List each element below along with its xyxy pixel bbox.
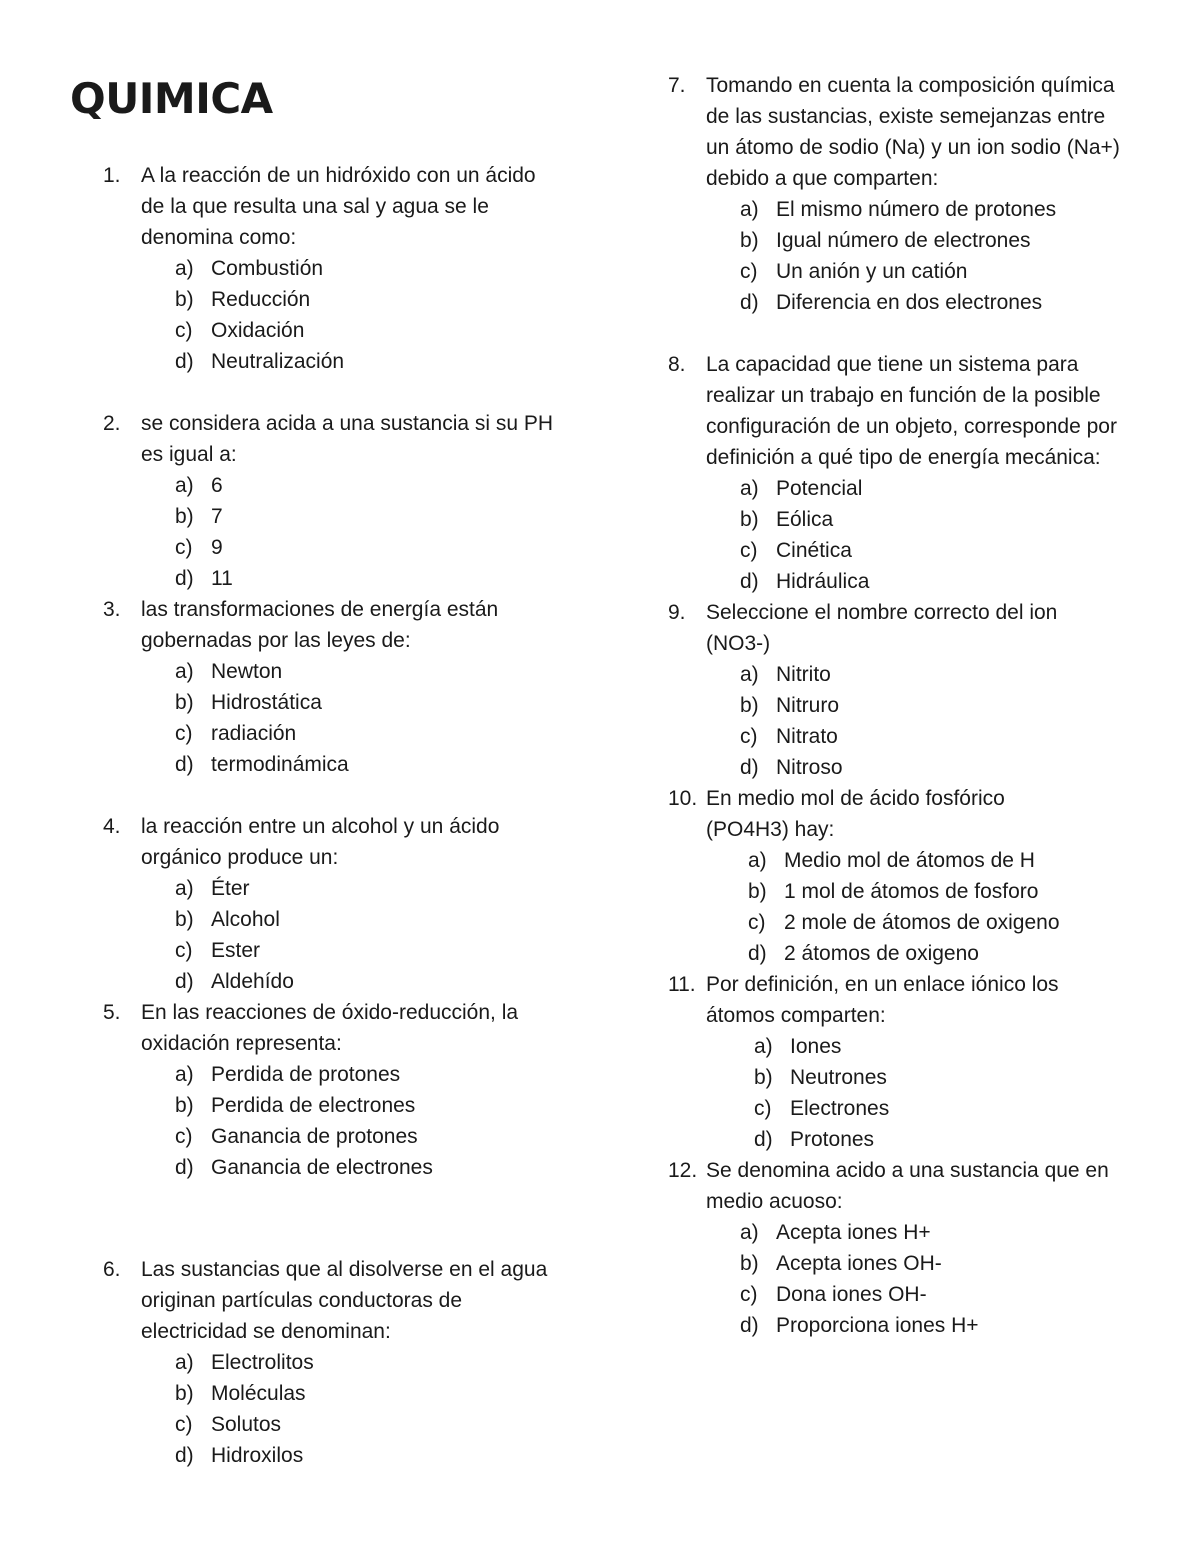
option-letter: c): [175, 319, 193, 342]
option: [141, 1059, 573, 1090]
option-text: 9: [211, 536, 223, 559]
question-number: 4.: [103, 815, 121, 838]
option: [141, 966, 573, 997]
question-text: A la reacción de un hidróxido con un ácido de la que resulta una sal y agua se le denomina como:: [141, 164, 536, 249]
option-letter: d): [740, 756, 759, 779]
right-column: [668, 70, 1138, 1341]
option-list: [141, 1347, 573, 1471]
option-letter: b): [740, 1252, 759, 1275]
option-text: 6: [211, 474, 223, 497]
option: [706, 1031, 1138, 1062]
option-text: Perdida de protones: [211, 1063, 401, 1086]
question-number: 12.: [668, 1159, 698, 1182]
option-list: [706, 845, 1138, 969]
option: [706, 1310, 1138, 1341]
option: [706, 1124, 1138, 1155]
question-number: 6.: [103, 1258, 121, 1281]
question-text: se considera acida a una sustancia si su PH es igual a:: [141, 412, 554, 466]
option: [141, 470, 573, 501]
option-letter: c): [740, 1283, 758, 1306]
option-text: Nitruro: [776, 694, 840, 717]
option-letter: d): [748, 942, 767, 965]
option-letter: b): [175, 505, 194, 528]
question-8: [668, 349, 1138, 597]
option-letter: a): [175, 1063, 194, 1086]
option: [706, 938, 1138, 969]
option-letter: a): [175, 877, 194, 900]
option-list: [706, 1031, 1138, 1155]
option: [141, 501, 573, 532]
option-text: Diferencia en dos electrones: [776, 291, 1043, 314]
option-letter: b): [754, 1066, 773, 1089]
option-text: Reducción: [211, 288, 311, 311]
option: [706, 504, 1138, 535]
option-text: Nitrito: [776, 663, 831, 686]
option-letter: b): [175, 908, 194, 931]
question-10: [668, 783, 1138, 969]
option-letter: c): [740, 725, 758, 748]
option: [706, 845, 1138, 876]
option: [141, 1121, 573, 1152]
option: [141, 1347, 573, 1378]
option-letter: b): [175, 1094, 194, 1117]
option-text: Ester: [211, 939, 261, 962]
option-letter: c): [740, 260, 758, 283]
option: [141, 1152, 573, 1183]
option-letter: c): [175, 536, 193, 559]
option-letter: b): [175, 691, 194, 714]
option-text: Neutrones: [790, 1066, 887, 1089]
question-text: En medio mol de ácido fosfórico (PO4H3) hay:: [706, 787, 1005, 841]
option: [706, 194, 1138, 225]
option: [141, 284, 573, 315]
question-number: 2.: [103, 412, 121, 435]
question-5: [103, 997, 573, 1183]
option-list: [141, 873, 573, 997]
option-text: Solutos: [211, 1413, 282, 1436]
option: [141, 532, 573, 563]
option-list: [141, 470, 573, 594]
option-text: Alcohol: [211, 908, 280, 931]
option: [706, 690, 1138, 721]
option-text: Un anión y un catión: [776, 260, 968, 283]
option-text: Potencial: [776, 477, 863, 500]
option: [141, 749, 573, 780]
option: [141, 904, 573, 935]
question-9: [668, 597, 1138, 783]
option: [141, 1378, 573, 1409]
option-letter: c): [175, 1125, 193, 1148]
option-letter: d): [175, 970, 194, 993]
option-list: [141, 253, 573, 377]
option-letter: a): [175, 257, 194, 280]
option-text: 7: [211, 505, 223, 528]
option-text: Igual número de electrones: [776, 229, 1031, 252]
option: [706, 287, 1138, 318]
option-letter: a): [748, 849, 767, 872]
option: [706, 1248, 1138, 1279]
option-letter: b): [175, 288, 194, 311]
option-list: [706, 194, 1138, 318]
option-list: [141, 1059, 573, 1183]
option-text: Hidráulica: [776, 570, 870, 593]
question-number: 7.: [668, 74, 686, 97]
option-letter: a): [754, 1035, 773, 1058]
option-letter: d): [175, 753, 194, 776]
option-text: 1 mol de átomos de fosforo: [784, 880, 1039, 903]
option-text: Neutralización: [211, 350, 345, 373]
option-text: 2 átomos de oxigeno: [784, 942, 979, 965]
question-text: En las reacciones de óxido-reducción, la oxidación representa:: [141, 1001, 519, 1055]
question-text: La capacidad que tiene un sistema para realizar un trabajo en función de la posible configuración de un objeto, corresponde por definición a qué tipo de energía mecánica:: [706, 353, 1117, 469]
option-text: 11: [211, 567, 233, 590]
option: [141, 1090, 573, 1121]
option: [706, 1062, 1138, 1093]
question-2: [103, 408, 573, 594]
option-letter: d): [740, 1314, 759, 1337]
question-4: [103, 811, 573, 997]
option-text: Nitroso: [776, 756, 843, 779]
option-letter: c): [175, 722, 193, 745]
option-letter: a): [175, 474, 194, 497]
option: [141, 346, 573, 377]
option-text: Ganancia de electrones: [211, 1156, 433, 1179]
option-text: Dona iones OH-: [776, 1283, 927, 1306]
option-text: Moléculas: [211, 1382, 306, 1405]
option: [141, 718, 573, 749]
option-letter: b): [740, 694, 759, 717]
option-letter: a): [740, 663, 759, 686]
option-text: Ganancia de protones: [211, 1125, 418, 1148]
option-text: termodinámica: [211, 753, 349, 776]
option-text: Perdida de electrones: [211, 1094, 416, 1117]
option-letter: d): [754, 1128, 773, 1151]
option-letter: b): [175, 1382, 194, 1405]
question-number: 1.: [103, 164, 121, 187]
option-text: Oxidación: [211, 319, 305, 342]
option-text: Proporciona iones H+: [776, 1314, 979, 1337]
option-text: radiación: [211, 722, 297, 745]
option: [706, 907, 1138, 938]
question-number: 9.: [668, 601, 686, 624]
option-letter: c): [175, 1413, 193, 1436]
option: [706, 256, 1138, 287]
option-letter: a): [175, 1351, 194, 1374]
option-list: [706, 659, 1138, 783]
option-text: Acepta iones OH-: [776, 1252, 942, 1275]
option: [706, 535, 1138, 566]
option-letter: d): [175, 567, 194, 590]
option: [706, 1093, 1138, 1124]
option-letter: a): [740, 477, 759, 500]
option-list: [141, 656, 573, 780]
question-1: [103, 160, 573, 377]
option: [706, 225, 1138, 256]
option: [141, 315, 573, 346]
option: [706, 1217, 1138, 1248]
option-letter: c): [748, 911, 766, 934]
option: [141, 563, 573, 594]
option-text: Iones: [790, 1035, 842, 1058]
option-letter: c): [754, 1097, 772, 1120]
option: [141, 687, 573, 718]
option-letter: a): [175, 660, 194, 683]
option: [706, 473, 1138, 504]
option-text: Medio mol de átomos de H: [784, 849, 1035, 872]
option-letter: a): [740, 198, 759, 221]
option: [141, 253, 573, 284]
option-letter: c): [740, 539, 758, 562]
option: [706, 752, 1138, 783]
question-text: Se denomina acido a una sustancia que en medio acuoso:: [706, 1159, 1109, 1213]
option-letter: b): [740, 508, 759, 531]
option-letter: c): [175, 939, 193, 962]
question-number: 10.: [668, 787, 698, 810]
option-text: Electrones: [790, 1097, 890, 1120]
option-letter: b): [740, 229, 759, 252]
question-text: Las sustancias que al disolverse en el agua originan partículas conductoras de electricidad se denominan:: [141, 1258, 548, 1343]
page-title: QUIMICA: [70, 74, 273, 123]
option: [706, 876, 1138, 907]
question-number: 3.: [103, 598, 121, 621]
option-text: Aldehído: [211, 970, 294, 993]
option-text: Electrolitos: [211, 1351, 314, 1374]
option-text: El mismo número de protones: [776, 198, 1057, 221]
option: [706, 721, 1138, 752]
question-6: [103, 1254, 573, 1471]
question-text: la reacción entre un alcohol y un ácido orgánico produce un:: [141, 815, 500, 869]
option-letter: b): [748, 880, 767, 903]
option-list: [706, 1217, 1138, 1341]
question-number: 5.: [103, 1001, 121, 1024]
question-number: 11.: [668, 973, 696, 996]
option-text: Eólica: [776, 508, 834, 531]
option: [706, 1279, 1138, 1310]
option-list: [706, 473, 1138, 597]
option-text: Hidrostática: [211, 691, 322, 714]
option-letter: d): [740, 570, 759, 593]
question-12: [668, 1155, 1138, 1341]
option-text: Éter: [211, 877, 250, 900]
option: [141, 1440, 573, 1471]
option: [706, 659, 1138, 690]
option-letter: d): [175, 350, 194, 373]
option-letter: d): [740, 291, 759, 314]
question-text: Tomando en cuenta la composición química de las sustancias, existe semejanzas entre un átomo de sodio (Na) y un ion sodio (Na+) debido a que comparten:: [706, 74, 1120, 190]
question-3: [103, 594, 573, 780]
option: [706, 566, 1138, 597]
option: [141, 1409, 573, 1440]
question-text: las transformaciones de energía están gobernadas por las leyes de:: [141, 598, 499, 652]
option-text: Protones: [790, 1128, 875, 1151]
option-text: Cinética: [776, 539, 852, 562]
option-text: Newton: [211, 660, 283, 683]
option-text: Combustión: [211, 257, 324, 280]
question-text: Seleccione el nombre correcto del ion (NO3-): [706, 601, 1058, 655]
question-11: [668, 969, 1138, 1155]
option-letter: d): [175, 1156, 194, 1179]
question-number: 8.: [668, 353, 686, 376]
option-text: Hidroxilos: [211, 1444, 304, 1467]
left-column: [103, 160, 573, 1471]
option-text: Nitrato: [776, 725, 838, 748]
option: [141, 656, 573, 687]
option-letter: d): [175, 1444, 194, 1467]
option-letter: a): [740, 1221, 759, 1244]
question-text: Por definición, en un enlace iónico los átomos comparten:: [706, 973, 1059, 1027]
option-text: 2 mole de átomos de oxigeno: [784, 911, 1060, 934]
question-7: [668, 70, 1138, 318]
option-text: Acepta iones H+: [776, 1221, 931, 1244]
option: [141, 935, 573, 966]
option: [141, 873, 573, 904]
